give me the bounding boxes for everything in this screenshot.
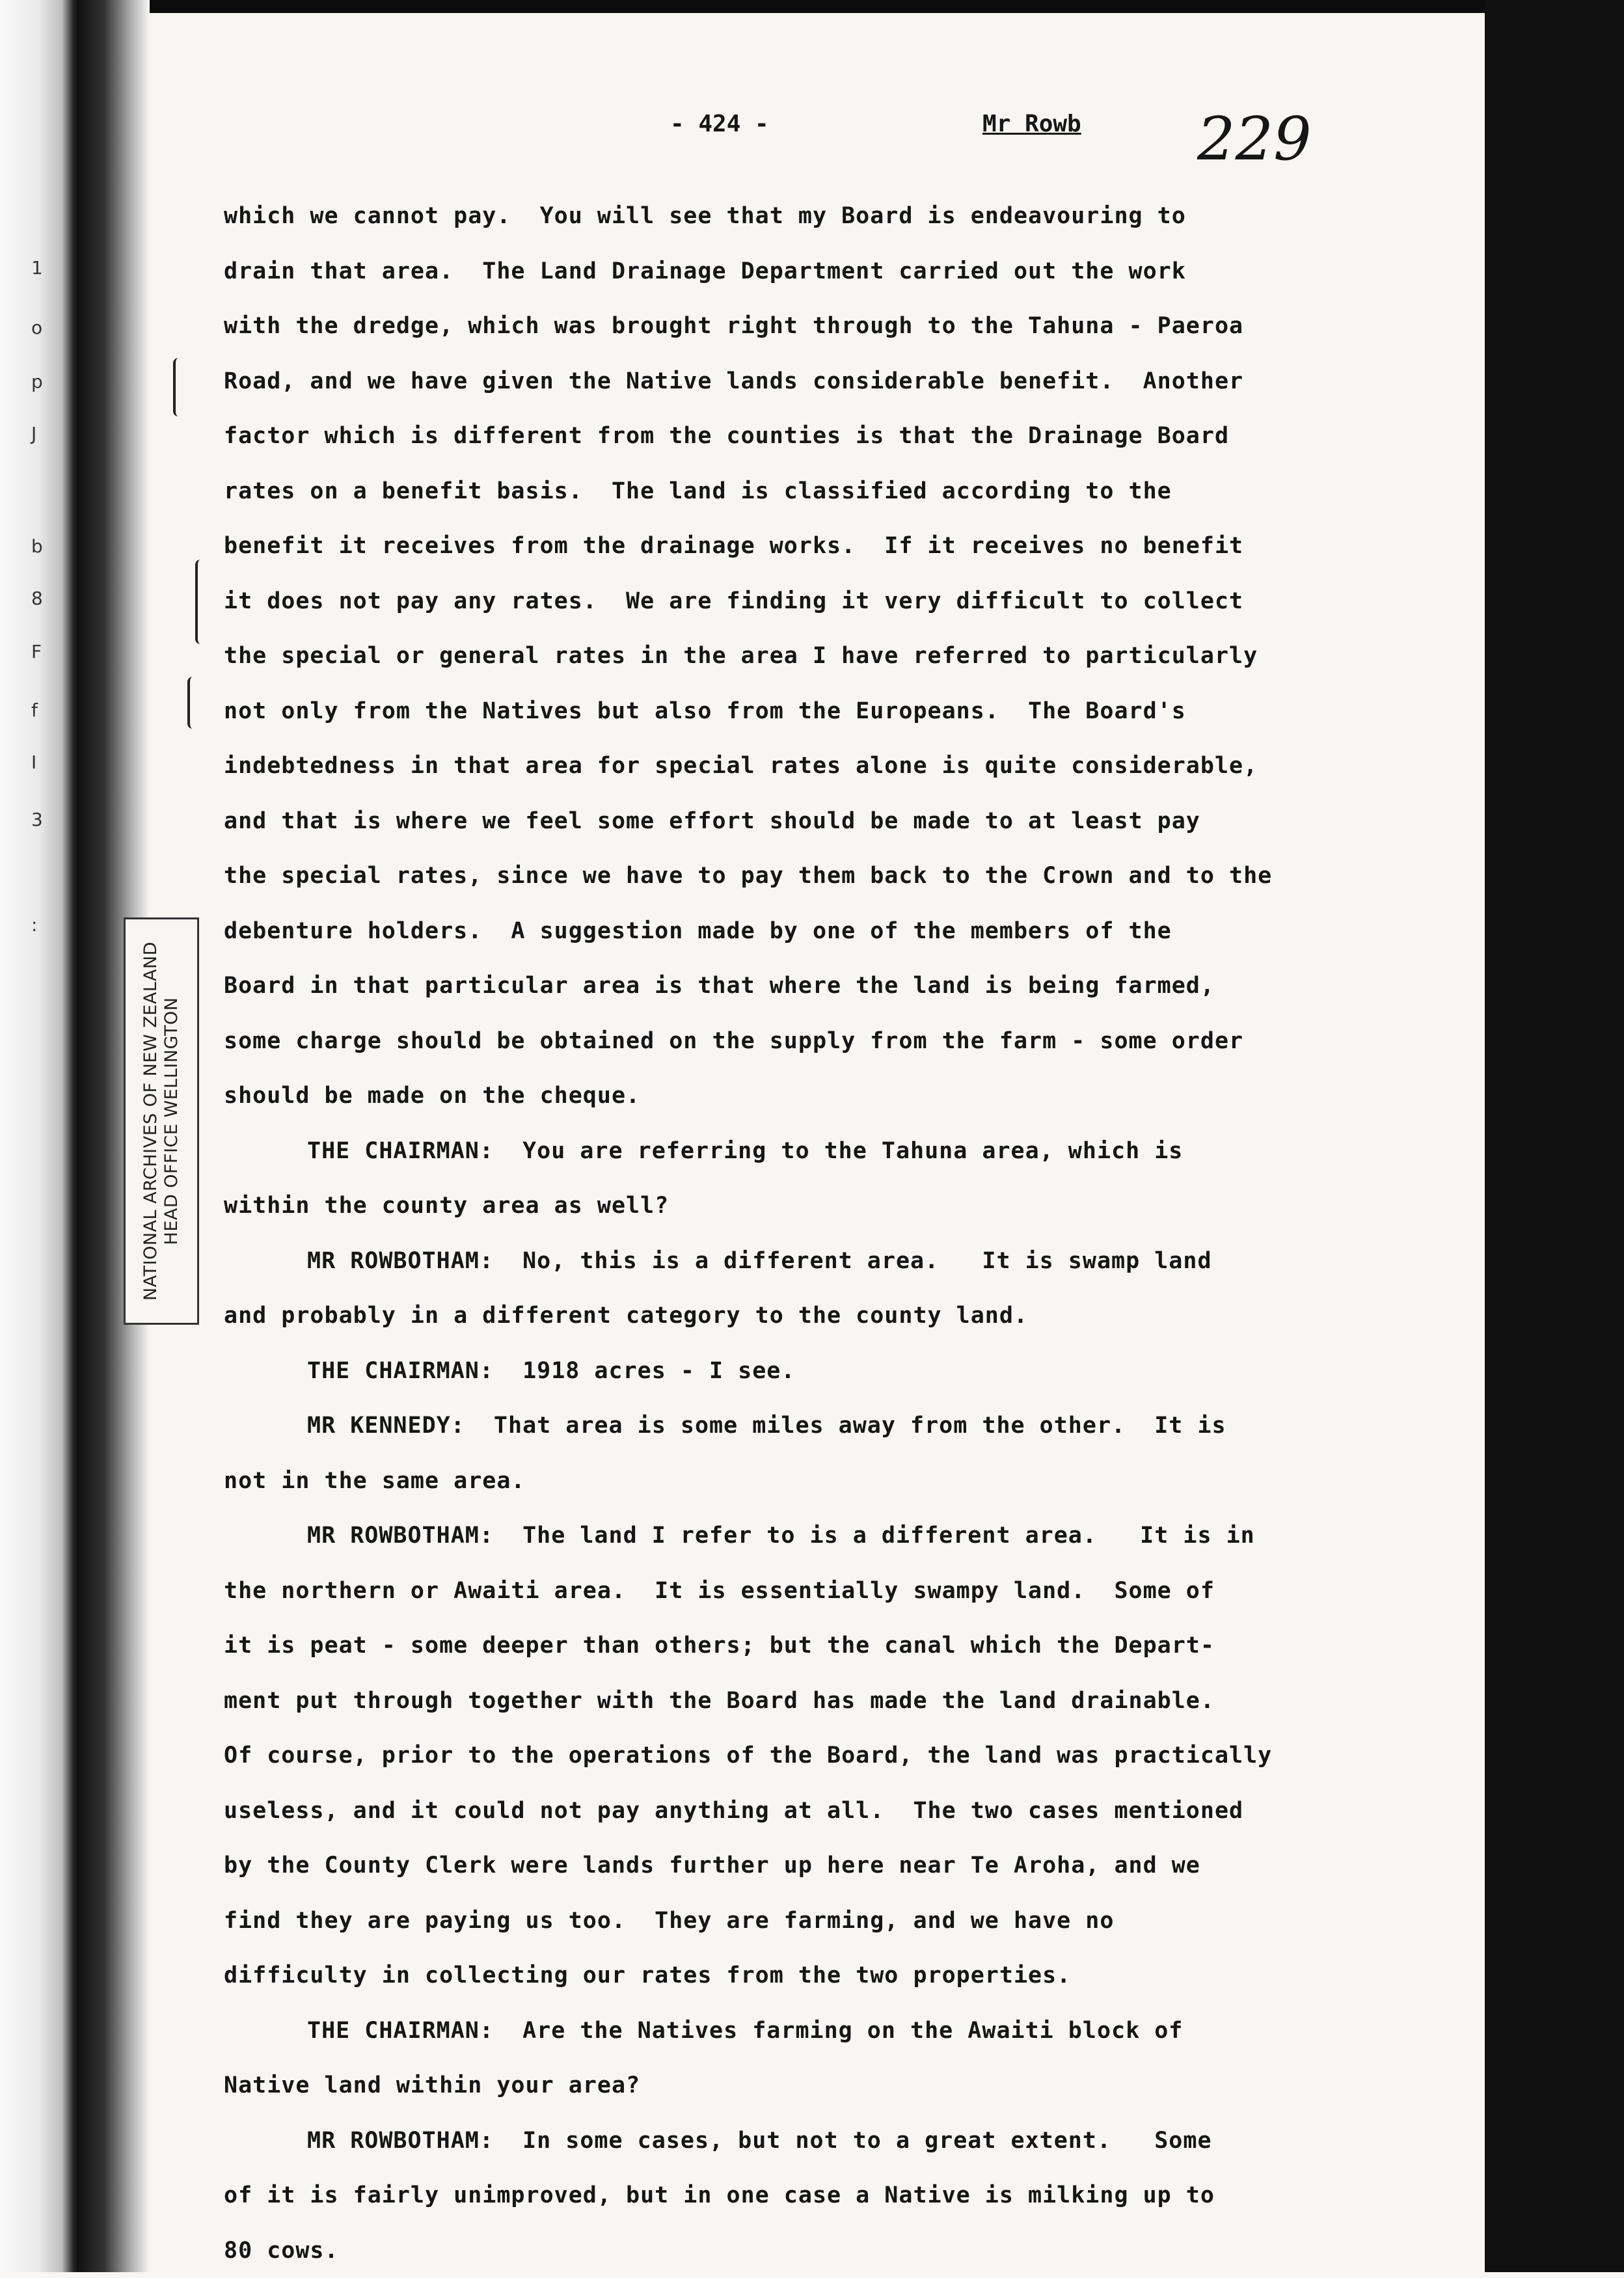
margin-bracket xyxy=(173,358,182,416)
page-corner xyxy=(1411,111,1485,202)
text-line: and probably in a different category to the county land. xyxy=(224,1288,1447,1344)
text-line: the special rates, since we have to pay them back to the Crown and to the xyxy=(224,848,1447,904)
margin-mark: I xyxy=(31,752,36,773)
text-line: it does not pay any rates. We are finding it very difficult to collect xyxy=(224,574,1447,629)
text-line: 80 cows. xyxy=(224,2223,1447,2278)
text-line: Native land within your area? xyxy=(224,2058,1447,2113)
folio-number: 229 xyxy=(1197,104,1312,174)
margin-mark: p xyxy=(31,371,43,392)
text-line: of it is fairly unimproved, but in one case a Native is milking up to xyxy=(224,2168,1447,2223)
stamp-line-1: NATIONAL ARCHIVES OF NEW ZEALAND xyxy=(141,942,161,1301)
text-line: difficulty in collecting our rates from the two properties. xyxy=(224,1948,1447,2003)
speaker-line: MR ROWBOTHAM: In some cases, but not to a great extent. Some xyxy=(224,2113,1447,2169)
text-line: rates on a benefit basis. The land is classified according to the xyxy=(224,464,1447,519)
text-line: debenture holders. A suggestion made by one of the members of the xyxy=(224,904,1447,959)
text-line: by the County Clerk were lands further up here near Te Aroha, and we xyxy=(224,1838,1447,1893)
text-line: find they are paying us too. They are farming, and we have no xyxy=(224,1893,1447,1949)
text-line: Board in that particular area is that where the land is being farmed, xyxy=(224,958,1447,1014)
speaker-line: MR ROWBOTHAM: The land I refer to is a different area. It is in xyxy=(224,1508,1447,1564)
text-line: and that is where we feel some effort should be made to at least pay xyxy=(224,794,1447,849)
scan-right-border xyxy=(1485,0,1624,2272)
margin-mark: : xyxy=(31,914,37,936)
margin-mark: 8 xyxy=(31,588,43,609)
text-line: ment put through together with the Board has made the land drainable. xyxy=(224,1674,1447,1729)
text-line: within the county area as well? xyxy=(224,1178,1447,1234)
text-line: Of course, prior to the operations of the Board, the land was practically xyxy=(224,1728,1447,1783)
text-line: factor which is different from the counties is that the Drainage Board xyxy=(224,409,1447,464)
margin-bracket xyxy=(187,677,196,729)
margin-mark: o xyxy=(31,317,42,338)
margin-mark: J xyxy=(31,423,36,444)
text-line: the northern or Awaiti area. It is essentially swampy land. Some of xyxy=(224,1564,1447,1619)
text-line: it is peat - some deeper than others; but the canal which the Depart- xyxy=(224,1618,1447,1674)
scan-top-border xyxy=(0,0,1624,13)
speaker-line: THE CHAIRMAN: 1918 acres - I see. xyxy=(224,1344,1447,1399)
margin-mark: b xyxy=(31,536,43,557)
archive-stamp xyxy=(124,917,199,1325)
transcript-body xyxy=(224,189,1447,2278)
speaker-tag: Mr Rowb xyxy=(982,111,1081,137)
stamp-line-2: HEAD OFFICE WELLINGTON xyxy=(161,997,182,1245)
margin-bracket xyxy=(195,560,204,644)
page-number: - 424 - xyxy=(670,111,769,137)
text-line: drain that area. The Land Drainage Department carried out the work xyxy=(224,244,1447,299)
text-line: should be made on the cheque. xyxy=(224,1068,1447,1124)
margin-mark: f xyxy=(31,699,38,721)
speaker-line: THE CHAIRMAN: Are the Natives farming on the Awaiti block of xyxy=(224,2003,1447,2059)
text-line: with the dredge, which was brought right through to the Tahuna - Paeroa xyxy=(224,299,1447,354)
text-line: not in the same area. xyxy=(224,1454,1447,1509)
speaker-line: MR ROWBOTHAM: No, this is a different area. It is swamp land xyxy=(224,1234,1447,1289)
text-line: Road, and we have given the Native lands considerable benefit. Another xyxy=(224,354,1447,409)
speaker-line: THE CHAIRMAN: You are referring to the Tahuna area, which is xyxy=(224,1124,1447,1179)
margin-mark: 1 xyxy=(31,257,43,278)
text-line: indebtedness in that area for special rates alone is quite considerable, xyxy=(224,739,1447,794)
speaker-line: MR KENNEDY: That area is some miles away from the other. It is xyxy=(224,1398,1447,1454)
margin-mark: F xyxy=(31,641,42,662)
text-line: the special or general rates in the area I have referred to particularly xyxy=(224,629,1447,684)
text-line: not only from the Natives but also from the Europeans. The Board's xyxy=(224,684,1447,739)
scan-left-border xyxy=(0,0,78,2272)
margin-mark: 3 xyxy=(31,809,43,830)
text-line: which we cannot pay. You will see that my Board is endeavouring to xyxy=(224,189,1447,244)
text-line: benefit it receives from the drainage works. If it receives no benefit xyxy=(224,519,1447,574)
text-line: useless, and it could not pay anything at all. The two cases mentioned xyxy=(224,1783,1447,1839)
text-line: some charge should be obtained on the supply from the farm - some order xyxy=(224,1014,1447,1069)
